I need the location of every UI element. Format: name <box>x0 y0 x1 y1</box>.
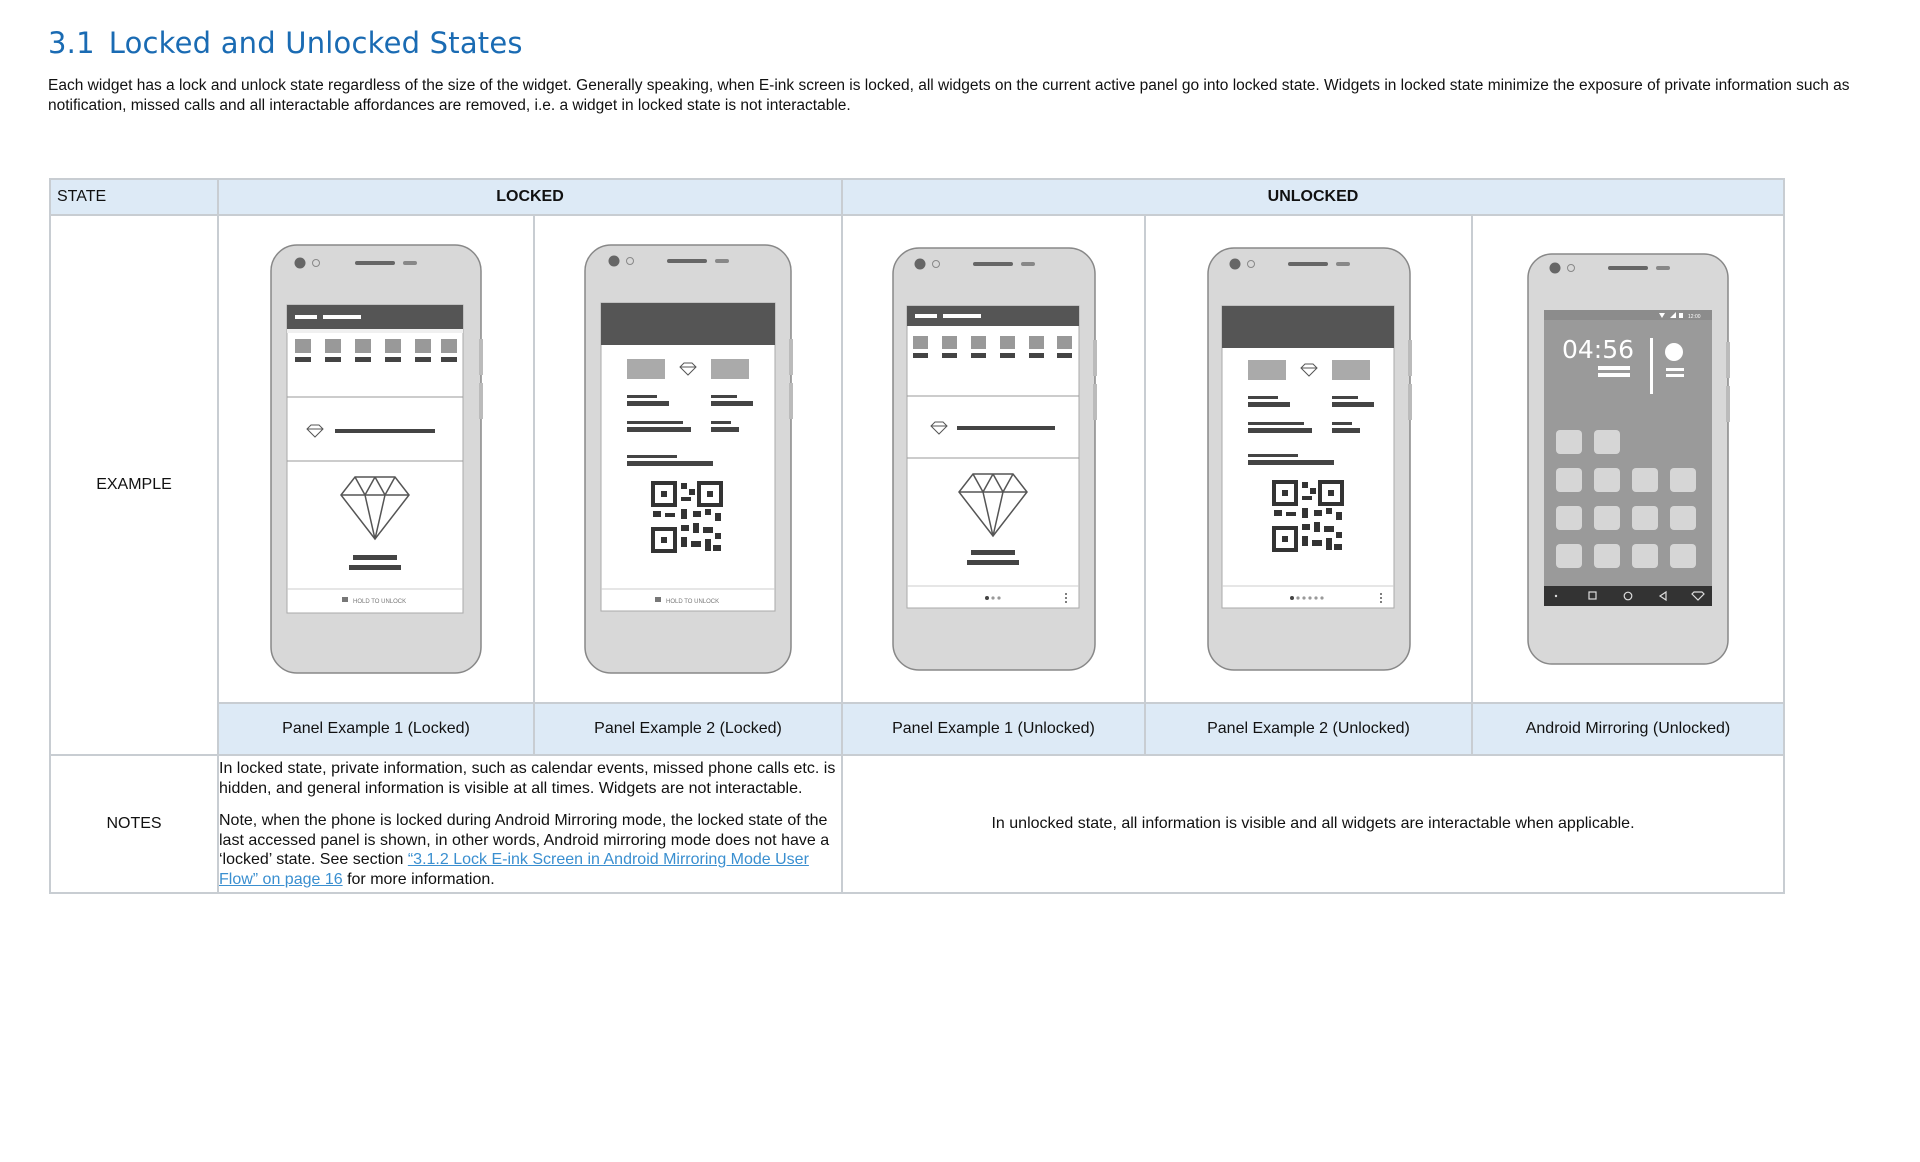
hold-to-unlock-text: HOLD TO UNLOCK <box>666 599 720 605</box>
notes-locked-para2-text: Note, when the phone is locked during Android Mirroring mode, the locked state of the last accessed panel is shown, in other words, Android mirroring mode does not have a ‘locked’ state. See section <box>219 812 830 868</box>
header-state: STATE <box>50 179 218 215</box>
states-table <box>49 178 1785 894</box>
phone-mockup-panel1-locked <box>269 243 483 675</box>
phone-cell-android-mirroring <box>1472 215 1784 703</box>
row-label-notes: NOTES <box>50 755 218 893</box>
intro-paragraph: Each widget has a lock and unlock state regardless of the size of the widget. Generally speaking, when E-ink screen is locked, all widgets on the current active panel go into locked state. Widgets in locked state minimize the exposure of private information such as notification, missed calls and all interactable affordances are removed, i.e. a widget in locked state is not interactable. <box>48 77 1850 114</box>
notes-locked-para2-tail: for more information. <box>342 870 495 888</box>
notes-locked-para1: In locked state, private information, such as calendar events, missed phone calls etc. is hidden, and general information is visible at all times. Widgets are not interactable. <box>219 760 836 797</box>
phone-cell-panel2-locked <box>534 215 842 703</box>
notes-locked-para2 <box>219 811 841 889</box>
caption-panel2-locked: Panel Example 2 (Locked) <box>534 703 842 755</box>
caption-panel1-unlocked: Panel Example 1 (Unlocked) <box>842 703 1145 755</box>
phone-cell-panel2-unlocked <box>1145 215 1472 703</box>
caption-android-mirroring: Android Mirroring (Unlocked) <box>1472 703 1784 755</box>
hold-to-unlock-text: HOLD TO UNLOCK <box>353 599 407 605</box>
notes-unlocked-cell: In unlocked state, all information is visible and all widgets are interactable when applicable. <box>842 755 1784 893</box>
phone-mockup-android-mirroring <box>1526 252 1730 666</box>
row-label-example: EXAMPLE <box>50 215 218 755</box>
clock-readout: 04:56 <box>1562 335 1635 364</box>
phone-mockup-panel2-locked <box>583 243 793 675</box>
phone-cell-panel1-locked <box>218 215 534 703</box>
caption-panel2-unlocked: Panel Example 2 (Unlocked) <box>1145 703 1472 755</box>
section-reference-link[interactable]: “3.1.2 Lock E-ink Screen in Android Mirroring Mode User Flow” on page 16 <box>219 851 809 888</box>
caption-panel1-locked: Panel Example 1 (Locked) <box>218 703 534 755</box>
header-unlocked: UNLOCKED <box>842 179 1784 215</box>
notes-locked-cell <box>218 755 842 893</box>
phone-cell-panel1-unlocked <box>842 215 1145 703</box>
status-bar-time: 12:00 <box>1688 314 1701 320</box>
phone-mockup-panel1-unlocked <box>891 246 1097 672</box>
header-locked: LOCKED <box>218 179 842 215</box>
phone-mockup-panel2-unlocked <box>1206 246 1412 672</box>
section-heading <box>48 26 523 60</box>
section-title: Locked and Unlocked States <box>108 26 523 60</box>
section-number: 3.1 <box>48 26 95 60</box>
